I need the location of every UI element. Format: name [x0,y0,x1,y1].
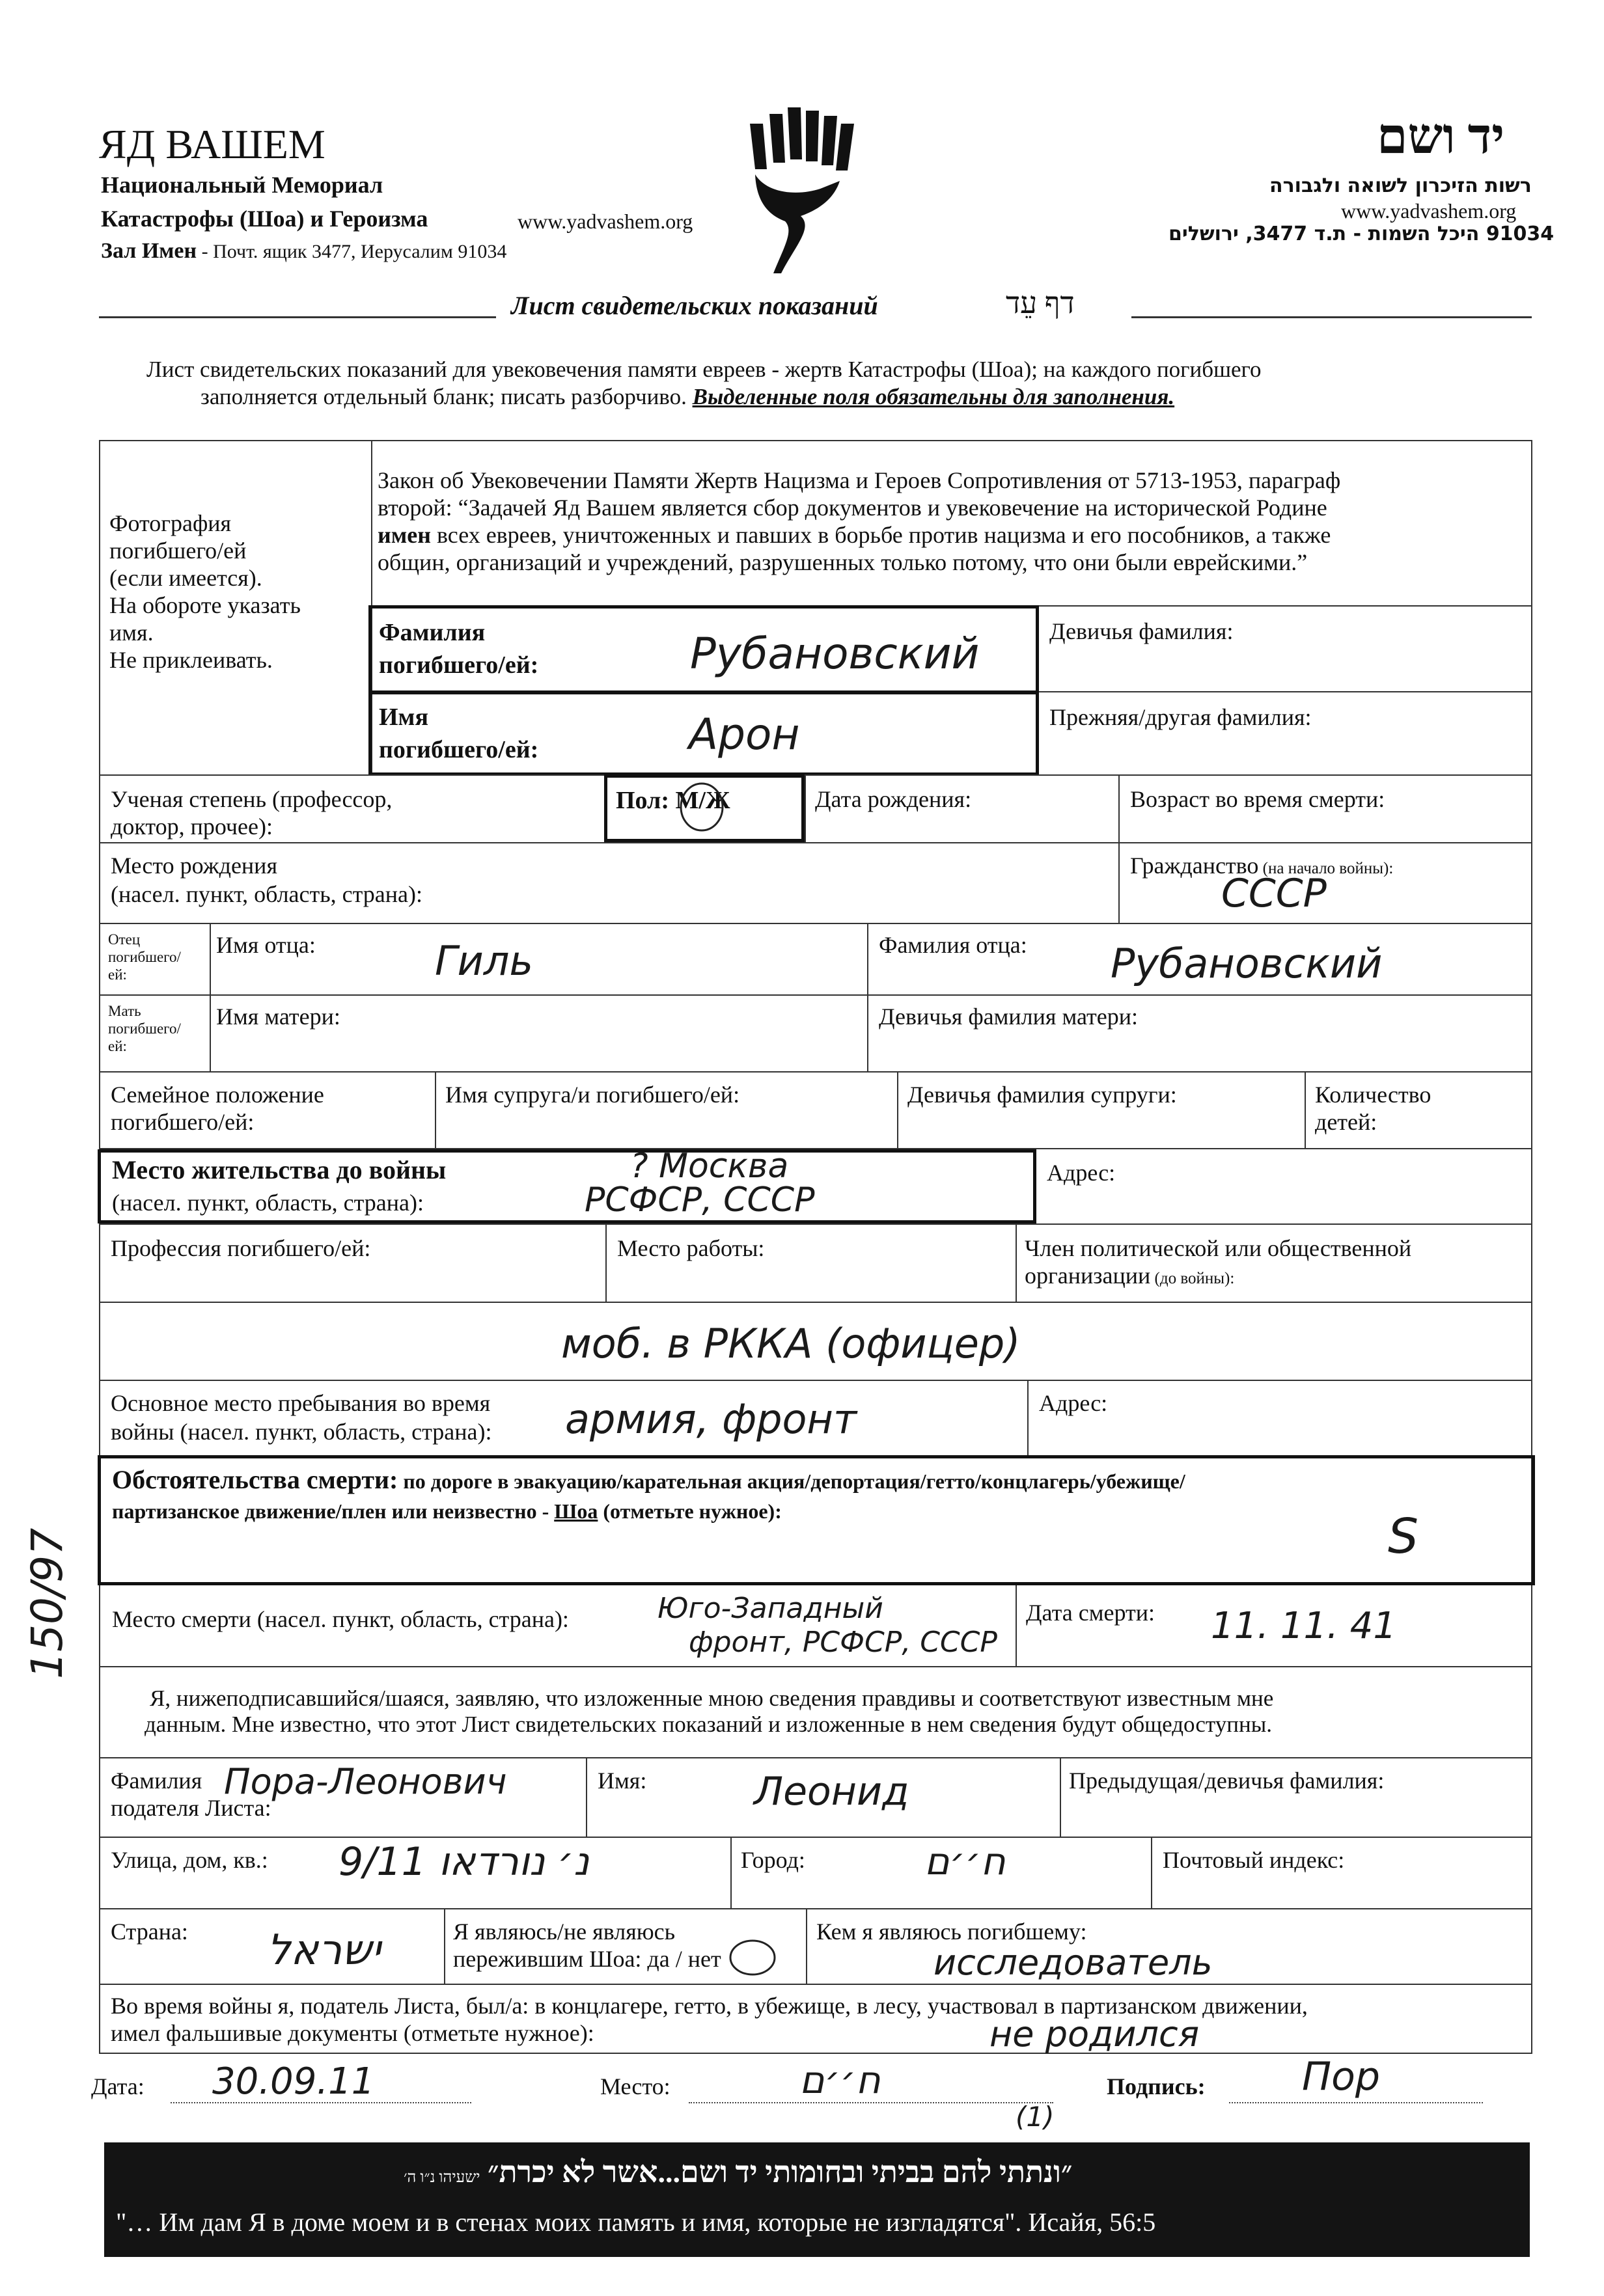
relation-label: Кем я являюсь погибшему: [816,1919,1087,1945]
title-rule-left [99,316,496,318]
banner-hebrew: ״ונתתי להם בביתי ובחומותי יד ושם...אשר לא יכרת״ [488,2155,1073,2189]
hall-label: Зал Имен [101,239,197,263]
photo-instructions-2: погибшего/ей [109,538,247,564]
country-label: Страна: [111,1919,188,1945]
victim-surname-label-2: погибшего/ей: [379,651,539,679]
victim-firstname-label-1: Имя [379,704,428,731]
photo-instructions-1: Фотография [109,510,232,536]
workplace-label: Место работы: [617,1235,765,1261]
org-subtitle-ru-1: Национальный Мемориал [101,172,383,198]
signature-value: Пор [1302,2054,1380,2099]
father-name-value: Гиль [435,937,534,985]
date-value: 30.09.11 [212,2060,375,2103]
place-value: ח׳׳ם [799,2058,881,2102]
membership-label-1: Член политической или общественной [1025,1235,1412,1261]
marital-status-label-1: Семейное положение [111,1082,324,1108]
website-right: www.yadvashem.org [1341,199,1517,223]
photo-instructions-5: имя. [109,620,154,646]
submitter-name-value: Леонид [754,1769,909,1814]
photo-instructions-3: (если имеется). [109,565,262,591]
marital-status-label-2: погибшего/ей: [111,1109,255,1135]
spouse-maiden-label: Девичья фамилия супруги: [907,1082,1177,1108]
degree-label-2: доктор, прочее): [111,813,273,840]
mobilization-note: моб. в РККА (офицер) [561,1320,1021,1367]
margin-number: 150/97 [22,1527,72,1679]
street-label: Улица, дом, кв.: [111,1847,268,1873]
father-side-1: Отец [108,931,141,948]
org-title-he: יד ושם [1377,109,1505,164]
age-at-death-label: Возраст во время смерти: [1130,786,1385,812]
submitter-name-label: Имя: [598,1768,647,1794]
father-surname-label: Фамилия отца: [879,932,1027,958]
law-line-2: второй: “Задачей Яд Вашем является сбор документов и увековечение на исторической Родине [378,495,1327,521]
children-count-label-1: Количество [1315,1082,1431,1108]
submitter-previous-name-label: Предыдущая/девичья фамилия: [1069,1768,1385,1794]
form-title-ru: Лист свидетельских показаний [511,291,878,320]
survivor-label-2: пережившим Шоа: да / нет [453,1946,721,1972]
place-label: Место: [600,2073,671,2099]
law-line-1: Закон об Увековечении Памяти Жертв Нацизма и Героев Сопротивления от 5713-1953, параграф [378,467,1341,493]
intro-text: заполняется отдельный бланк; писать разборчиво. [200,384,693,409]
hall-line [101,237,506,266]
death-place-label: Место смерти (насел. пункт, область, страна): [112,1606,569,1632]
date-label: Дата: [91,2073,145,2099]
degree-label-1: Ученая степень (профессор, [111,786,393,812]
mother-side-1: Мать [108,1003,141,1019]
org-subtitle-he-1: רשות הזיכרון לשואה ולגבורה [1269,174,1532,197]
death-circumstances-shoa: Шоа [554,1499,598,1523]
declaration-line-1: Я, нижеподписавшийся/шаяся, заявляю, что изложенные мною сведения правдивы и соответствуют известным мне [150,1686,1274,1711]
org-subtitle-he-2: 91034 היכל השמות - ת.ד 3477, ירושלים [1168,223,1555,245]
birthplace-label-1: Место рождения [111,853,278,879]
banner-hebrew-ref: ישעיהו נ״ו ה׳ [404,2169,480,2186]
death-circumstances-options-1: по дороге в эвакуацию/карательная акция/депортация/гетто/концлагерь/убежище/ [398,1469,1185,1493]
mother-maiden-label: Девичья фамилия матери: [879,1004,1139,1030]
signature-label: Подпись: [1107,2073,1206,2099]
during-war-value: не родился [989,2014,1200,2055]
wartime-place-label-2: войны (насел. пункт, область, страна): [111,1419,492,1445]
banner-russian-quote: "… Им дам Я в доме моем и в стенах моих память и имя, которые не изгладятся". Исайя, 56:5 [116,2207,1156,2237]
page-mark: (1) [1016,2101,1055,2133]
birthdate-label: Дата рождения: [815,786,972,812]
intro-line-1: Лист свидетельских показаний для увековечения памяти евреев - жертв Катастрофы (Шоа); на каждого погибшего [146,357,1262,382]
law-names: имен [378,522,431,548]
maiden-name-label: Девичья фамилия: [1049,618,1234,644]
father-surname-value: Рубановский [1111,940,1383,987]
residence-value-1: ? Москва [630,1147,789,1186]
street-value: 9/11 נ׳ נורדאו [339,1839,590,1885]
title-rule-right [1131,316,1532,318]
country-value: ישראל [267,1926,381,1975]
profession-label: Профессия погибшего/ей: [111,1235,371,1261]
sex-circle-mark [676,780,728,834]
citizenship-label-main: Гражданство [1130,853,1259,879]
wartime-place-label-1: Основное место пребывания во время [111,1390,491,1416]
children-count-label-2: детей: [1315,1109,1377,1135]
victim-surname-value: Рубановский [690,629,980,679]
survivor-label-1: Я являюсь/не являюсь [453,1919,676,1945]
mother-side-2: погибшего/ [108,1020,181,1037]
law-line-4: общин, организаций и учреждений, разрушенных только потому, что они были еврейскими.” [378,549,1308,575]
membership-label-2 [1025,1261,1234,1290]
death-circumstances-mark: S [1388,1509,1418,1565]
death-circumstances-line-2 [112,1497,782,1525]
city-label: Город: [741,1847,805,1873]
membership-note: (до войны): [1150,1270,1235,1287]
residence-value-2: РСФСР, СССР [585,1181,815,1220]
citizenship-note: (на начало войны): [1258,860,1394,877]
death-circumstances-label: Обстоятельства смерти: [112,1465,398,1494]
org-title-ru: ЯД ВАШЕМ [99,121,325,167]
zip-label: Почтовый индекс: [1163,1847,1345,1873]
father-side-2: погибшего/ [108,949,181,965]
victim-firstname-value: Арон [689,709,800,759]
citizenship-value: СССР [1221,871,1327,916]
yad-vashem-logo [742,98,859,280]
photo-instructions-6: Не приклеивать. [109,647,273,673]
other-surname-label: Прежняя/другая фамилия: [1049,704,1312,730]
sex-label: Пол: М/Ж [616,787,730,814]
residence-address-label: Адрес: [1047,1160,1116,1186]
membership-label-2-main: организации [1025,1263,1151,1289]
survivor-no-circle [728,1938,777,1977]
intro-line-2 [200,383,1174,411]
city-value: ח׳׳ם [924,1839,1006,1883]
org-subtitle-ru-2: Катастрофы (Шоа) и Героизма [101,206,428,232]
death-date-label: Дата смерти: [1026,1600,1155,1626]
during-war-line-2: имел фальшивые документы (отметьте нужное): [111,2020,594,2046]
father-name-label: Имя отца: [216,932,316,958]
during-war-line-1: Во время войны я, податель Листа, был/а: в концлагере, гетто, в убежище, в лесу, участвовал в партизанском движении, [111,1993,1308,2019]
law-line-3-rest: всех евреев, уничтоженных и павших в борьбе против нацизма и его пособников, а также [430,522,1331,548]
death-place-value-1: Юго-Западный [657,1592,883,1625]
law-line-3 [378,521,1331,549]
declaration-line-2: данным. Мне известно, что этот Лист свидетельских показаний и изложенные в нем сведения будут общедоступны. [145,1712,1272,1737]
residence-label: Место жительства до войны [112,1155,447,1184]
death-circumstances-options-2a: партизанское движение/плен или неизвестно - [112,1499,555,1523]
death-circumstances-options-2c: (отметьте нужное): [598,1499,782,1523]
death-date-value: 11. 11. 41 [1211,1605,1396,1647]
father-side-3: ей: [108,966,127,983]
relation-value: исследователь [933,1942,1213,1983]
spouse-name-label: Имя супруга/и погибшего/ей: [445,1082,740,1108]
banner-hebrew-quote [404,2154,1072,2196]
wartime-place-value: армия, фронт [565,1395,857,1443]
mother-name-label: Имя матери: [216,1004,340,1030]
mother-side-3: ей: [108,1038,127,1054]
website-left: www.yadvashem.org [518,210,693,233]
victim-surname-label-1: Фамилия [379,619,486,646]
submitter-surname-value: Пора-Леонович [224,1761,507,1802]
death-circumstances-line-1 [112,1466,1185,1496]
death-place-value-2: фронт, РСФСР, СССР [689,1626,997,1659]
birthplace-label-2: (насел. пункт, область, страна): [111,881,423,907]
submitter-surname-label-2: подателя Листа: [111,1795,271,1821]
intro-required: Выделенные поля обязательны для заполнения. [692,384,1175,409]
victim-firstname-label-2: погибшего/ей: [379,736,539,763]
wartime-address-label: Адрес: [1039,1390,1108,1416]
submitter-surname-label-1: Фамилия [111,1768,202,1794]
photo-instructions-4: На обороте указать [109,592,301,618]
hall-address: - Почт. ящик 3477, Иерусалим 91034 [197,241,507,262]
residence-label-sub: (насел. пункт, область, страна): [112,1190,424,1216]
form-title-he: דף עֵד [1006,286,1075,320]
